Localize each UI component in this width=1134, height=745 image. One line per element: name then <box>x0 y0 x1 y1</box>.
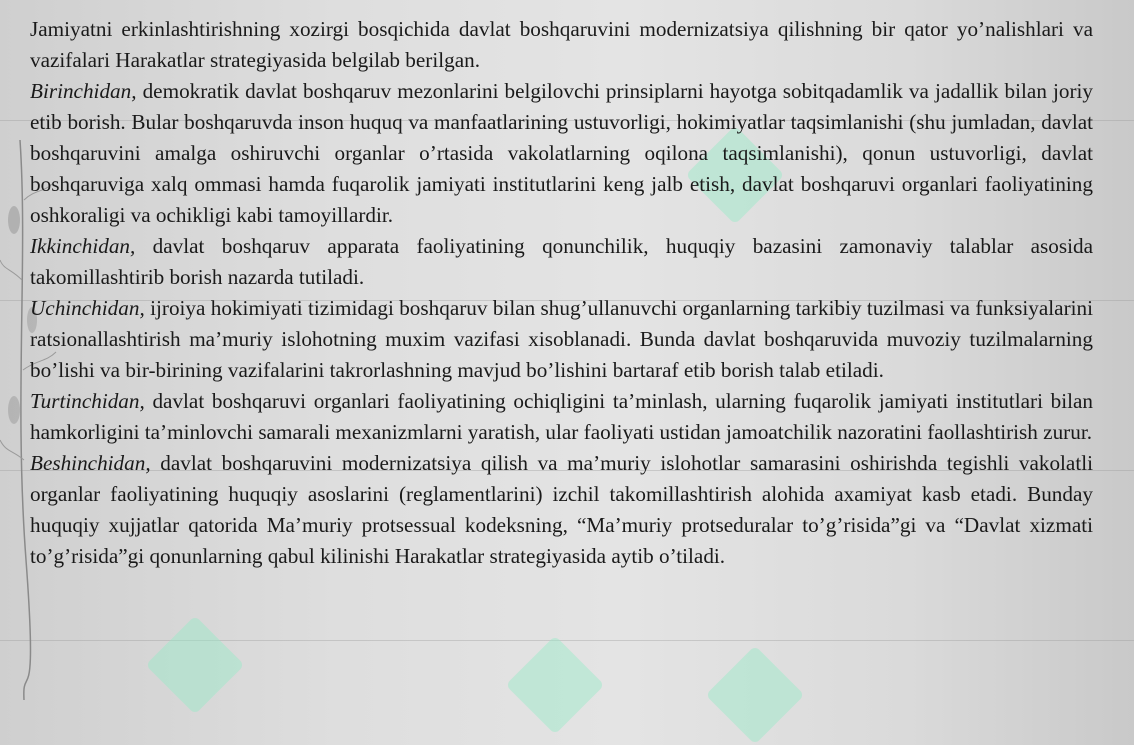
watermark-shape <box>146 616 245 715</box>
watermark-shape <box>706 646 805 745</box>
paragraph-lead: Ikkinchidan, <box>30 234 136 258</box>
paragraph-intro <box>30 14 1093 76</box>
paragraph-text: davlat boshqaruvi organlari faoliyatining ochiqligini ta’minlash, ularning fuqarolik jamiyati institutlari bilan hamkorligini ta’minlovchi samarali mexanizmlarni yaratish, ular faoliyati ustidan jamoatchilik nazoratini faollashtirish zurur. <box>30 389 1093 444</box>
paragraph-text: davlat boshqaruv apparata faoliyatining qonunchilik, huquqiy bazasini zamonaviy talablar asosida takomillashtirib borish nazarda tutiladi. <box>30 234 1093 289</box>
paragraph-lead: Birinchidan, <box>30 79 137 103</box>
watermark-shape <box>506 636 605 735</box>
paragraph-first <box>30 76 1093 231</box>
paragraph-second <box>30 231 1093 293</box>
paragraph-text: demokratik davlat boshqaruv mezonlarini belgilovchi prinsiplarni hayotga sobitqadamlik va jadallik bilan joriy etib borish. Bular boshqaruvda inson huquq va manfaatlarining ustuvorligi, hokimiyatlar taqsimlanishi (shu jumladan, davlat boshqaruvini amalga oshiruvchi organlar o’rtasida vakolatlarning oqilona taqsimlanishi), qonun ustuvorligi, davlat boshqaruviga xalq ommasi hamda fuqarolik jamiyati institutlarini keng jalb etish, davlat boshqaruvi organlari faoliyatining oshkoraligi va ochikligi kabi tamoyillardir. <box>30 79 1093 227</box>
paragraph-lead: Beshinchidan, <box>30 451 151 475</box>
paragraph-lead: Uchinchidan, <box>30 296 145 320</box>
paragraph-text: ijroiya hokimiyati tizimidagi boshqaruv bilan shug’ullanuvchi organlarning tarkibiy tuzilmasi va funksiyalarini ratsionallashtirish ma’muriy islohotning muxim vazifasi xisoblanadi. Bunda davlat boshqaruvida muvoziy tuzilmalarning bo’lishi va bir-birining vazifalarini takrorlashning mavjud bo’lishini bartaraf etib borish talab etiladi. <box>30 296 1093 382</box>
document-body <box>30 14 1093 572</box>
paragraph-third <box>30 293 1093 386</box>
paragraph-fourth <box>30 386 1093 448</box>
paragraph-fifth <box>30 448 1093 572</box>
paragraph-text: davlat boshqaruvini modernizatsiya qilish va ma’muriy islohotlar samarasini oshirishda tegishli vakolatli organlar faoliyatining huquqiy asoslarini (reglamentlarini) izchil takomillashtirish alohida axamiyat kasb etadi. Bunday huquqiy xujjatlar qatorida Ma’muriy protsessual kodeksning, “Ma’muriy protseduralar to’g’risida”gi va “Davlat xizmati to’g’risida”gi qonunlarning qabul kilinishi Harakatlar strategiyasida aytib o’tiladi. <box>30 451 1093 568</box>
paragraph-text: Jamiyatni erkinlashtirishning xozirgi bosqichida davlat boshqaruvini modernizatsiya qilishning bir qator yo’nalishlari va vazifalari Harakatlar strategiyasida belgilab berilgan. <box>30 17 1093 72</box>
paragraph-lead: Turtinchidan, <box>30 389 145 413</box>
